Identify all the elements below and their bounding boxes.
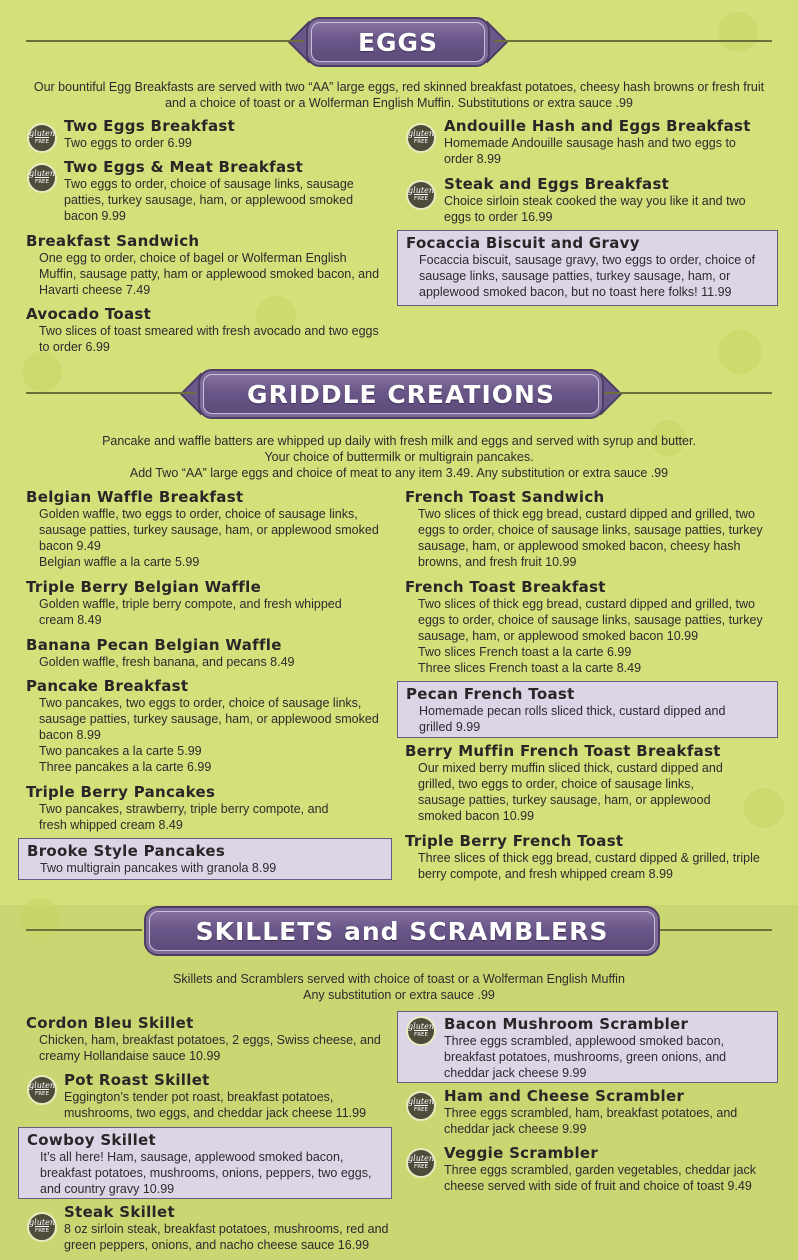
featured-menu-item xyxy=(397,230,778,306)
skillets-section-banner xyxy=(144,906,660,956)
gluten-free-icon: gluten FREE xyxy=(27,123,57,153)
item-description: Golden waffle, triple berry compote, and fresh whipped cream 8.49 xyxy=(39,597,342,627)
section-rule xyxy=(658,929,772,931)
item-name: Pecan French Toast xyxy=(406,685,575,703)
item-alacarte: Two slices French toast a la carte 6.99 xyxy=(418,645,632,659)
gluten-free-icon: gluten FREE xyxy=(406,180,436,210)
item-description: One egg to order, choice of bagel or Wolferman English Muffin, sausage patty, ham or applewood smoked bacon, and Havarti cheese 7.49 xyxy=(39,251,380,297)
item-name: Andouille Hash and Eggs Breakfast xyxy=(444,117,751,135)
menu-item xyxy=(405,832,775,882)
menu-item xyxy=(405,488,775,570)
section-rule xyxy=(26,40,304,42)
item-description: Golden waffle, two eggs to order, choice of sausage links, sausage patties, turkey sausage, ham, or applewood smoked bacon 9.49 xyxy=(39,507,379,553)
item-description: Two multigrain pancakes with granola 8.99 xyxy=(40,861,277,875)
item-name: Two Eggs & Meat Breakfast xyxy=(64,158,304,176)
griddle-section-banner xyxy=(198,369,604,419)
menu-item xyxy=(26,305,386,355)
item-description: Eggington’s tender pot roast, breakfast potatoes, mushrooms, two eggs, and cheddar jack cheese 11.99 xyxy=(64,1090,367,1120)
item-description: Three eggs scrambled, ham, breakfast potatoes, and cheddar jack cheese 9.99 xyxy=(444,1106,738,1136)
griddle-section-title: GRIDDLE CREATIONS xyxy=(247,379,555,409)
item-description: Focaccia biscuit, sausage gravy, two eggs to order, choice of sausage links, sausage patties, turkey sausage, ham, or applewood smoked bacon, but no toast here folks! 11.99 xyxy=(419,253,756,299)
item-name: Avocado Toast xyxy=(26,305,152,323)
section-rule xyxy=(494,40,772,42)
item-description: Three eggs scrambled, applewood smoked bacon, breakfast potatoes, mushrooms, green onions, and cheddar jack cheese 9.99 xyxy=(444,1034,727,1080)
item-name: Belgian Waffle Breakfast xyxy=(26,488,244,506)
decorative-dot xyxy=(744,788,784,828)
item-name: French Toast Sandwich xyxy=(405,488,605,506)
gluten-free-icon: gluten FREE xyxy=(406,1148,436,1178)
eggs-section-banner xyxy=(306,17,490,67)
item-name: Cordon Bleu Skillet xyxy=(26,1014,194,1032)
gluten-free-icon: gluten FREE xyxy=(27,1075,57,1105)
menu-item xyxy=(64,117,394,151)
item-description: Two slices of thick egg bread, custard dipped and grilled, two eggs to order, choice of sausage links, sausage patties, turkey sausage, ham, or applewood smoked bacon 10.99 xyxy=(418,597,763,643)
menu-item xyxy=(26,1014,396,1064)
item-name: Triple Berry French Toast xyxy=(405,832,624,850)
item-alacarte: Three slices French toast a la carte 8.49 xyxy=(418,661,642,675)
skillets-section-title: SKILLETS and SCRAMBLERS xyxy=(195,916,609,946)
item-alacarte: Three pancakes a la carte 6.99 xyxy=(39,760,212,774)
item-description: Our mixed berry muffin sliced thick, custard dipped and grilled, two eggs to order, choice of sausage links, sausage patties, turkey sausage, ham, or applewood smoked bacon 10.99 xyxy=(418,761,723,823)
item-name: Triple Berry Pancakes xyxy=(26,783,216,801)
menu-item xyxy=(405,578,775,676)
decorative-dot xyxy=(20,898,60,938)
item-description: Three eggs scrambled, garden vegetables, cheddar jack cheese served with side of fruit and choice of toast 9.49 xyxy=(444,1163,756,1193)
item-name: Brooke Style Pancakes xyxy=(27,842,226,860)
item-name: Ham and Cheese Scrambler xyxy=(444,1087,685,1105)
item-description: Two pancakes, two eggs to order, choice of sausage links, sausage patties, turkey sausage, ham, or applewood smoked bacon 8.99 xyxy=(39,696,379,742)
item-description: Chicken, ham, breakfast potatoes, 2 eggs, Swiss cheese, and creamy Hollandaise sauce 10.99 xyxy=(39,1033,381,1063)
item-description: 8 oz sirloin steak, breakfast potatoes, mushrooms, red and green peppers, onions, and nacho cheese sauce 16.99 xyxy=(64,1222,389,1252)
skillets-intro xyxy=(30,971,768,1003)
decorative-dot xyxy=(718,12,758,52)
item-description: Two slices of thick egg bread, custard dipped and grilled, two eggs to order, choice of sausage links, sausage patties, turkey sausage, ham, or applewood smoked bacon, cheesy hash browns, and fresh fruit 10.99 xyxy=(418,507,763,569)
menu-item xyxy=(26,636,391,670)
featured-menu-item xyxy=(397,681,778,738)
menu-item xyxy=(26,578,351,628)
item-name: Pot Roast Skillet xyxy=(64,1071,210,1089)
section-rule xyxy=(26,392,196,394)
item-alacarte: Two pancakes a la carte 5.99 xyxy=(39,744,202,758)
item-name: Pancake Breakfast xyxy=(26,677,189,695)
item-name: Focaccia Biscuit and Gravy xyxy=(406,234,640,252)
item-name: French Toast Breakfast xyxy=(405,578,606,596)
gluten-free-icon: gluten FREE xyxy=(406,123,436,153)
item-description: Three slices of thick egg bread, custard dipped & grilled, triple berry compote, and fresh whipped cream 8.99 xyxy=(418,851,760,881)
griddle-intro-line: Your choice of buttermilk or multigrain pancakes. xyxy=(264,450,534,464)
featured-menu-item xyxy=(18,1127,392,1199)
item-alacarte: Belgian waffle a la carte 5.99 xyxy=(39,555,200,569)
item-description: It’s all here! Ham, sausage, applewood smoked bacon, breakfast potatoes, mushrooms, onions, peppers, two eggs, and country gravy 10.99 xyxy=(40,1150,372,1196)
item-description: Homemade Andouille sausage hash and two eggs to order 8.99 xyxy=(444,136,736,166)
menu-item xyxy=(26,232,386,298)
item-name: Veggie Scrambler xyxy=(444,1144,599,1162)
griddle-intro-line: Add Two “AA” large eggs and choice of meat to any item 3.49. Any substitution or extra sauce .99 xyxy=(129,466,669,480)
menu-item xyxy=(64,1071,394,1121)
skillets-intro-line: Skillets and Scramblers served with choice of toast or a Wolferman English Muffin xyxy=(173,972,625,986)
gluten-free-icon: gluten FREE xyxy=(27,163,57,193)
item-description: Two eggs to order 6.99 xyxy=(64,136,192,150)
gluten-free-icon: gluten FREE xyxy=(406,1091,436,1121)
decorative-dot xyxy=(718,330,762,374)
menu-item xyxy=(444,175,764,225)
section-rule xyxy=(602,392,772,394)
item-name: Steak and Eggs Breakfast xyxy=(444,175,670,193)
eggs-section-title: EGGS xyxy=(357,27,439,57)
item-description: Two eggs to order, choice of sausage links, sausage patties, turkey sausage, ham, or applewood smoked bacon 9.99 xyxy=(64,177,354,223)
gluten-free-icon: gluten FREE xyxy=(27,1212,57,1242)
decorative-dot xyxy=(22,352,62,392)
eggs-intro: Our bountiful Egg Breakfasts are served with two “AA” large eggs, red skinned breakfast potatoes, cheesy hash browns or fresh fruit and a choice of toast or a Wolferman English Muffin. Substitutions or extra sauce .99 xyxy=(33,80,765,110)
featured-menu-item xyxy=(18,838,392,880)
item-name: Breakfast Sandwich xyxy=(26,232,200,250)
section-rule xyxy=(26,929,142,931)
item-description: Two slices of toast smeared with fresh avocado and two eggs to order 6.99 xyxy=(39,324,379,354)
item-name: Triple Berry Belgian Waffle xyxy=(26,578,262,596)
item-name: Banana Pecan Belgian Waffle xyxy=(26,636,282,654)
menu-item xyxy=(444,1087,774,1137)
menu-item xyxy=(64,1203,394,1253)
item-name: Berry Muffin French Toast Breakfast xyxy=(405,742,721,760)
menu-item xyxy=(26,677,391,775)
menu-item xyxy=(444,117,774,167)
item-name: Steak Skillet xyxy=(64,1203,175,1221)
griddle-intro-line: Pancake and waffle batters are whipped up daily with fresh milk and eggs and served with syrup and butter. xyxy=(102,434,696,448)
menu-item xyxy=(405,742,735,824)
gluten-free-icon: gluten FREE xyxy=(406,1016,436,1046)
item-description: Choice sirloin steak cooked the way you like it and two eggs to order 16.99 xyxy=(444,194,746,224)
skillets-intro-line: Any substitution or extra sauce .99 xyxy=(303,988,495,1002)
item-name: Bacon Mushroom Scrambler xyxy=(444,1015,689,1033)
menu-item xyxy=(26,488,391,570)
menu-item xyxy=(64,158,389,224)
menu-item xyxy=(26,783,351,833)
item-name: Cowboy Skillet xyxy=(27,1131,156,1149)
item-description: Golden waffle, fresh banana, and pecans 8.49 xyxy=(39,655,295,669)
griddle-intro xyxy=(30,433,768,481)
item-description: Two pancakes, strawberry, triple berry compote, and fresh whipped cream 8.49 xyxy=(39,802,329,832)
item-name: Two Eggs Breakfast xyxy=(64,117,236,135)
item-description: Homemade pecan rolls sliced thick, custard dipped and grilled 9.99 xyxy=(419,704,726,734)
featured-menu-item xyxy=(397,1011,778,1083)
menu-item xyxy=(444,1144,779,1194)
